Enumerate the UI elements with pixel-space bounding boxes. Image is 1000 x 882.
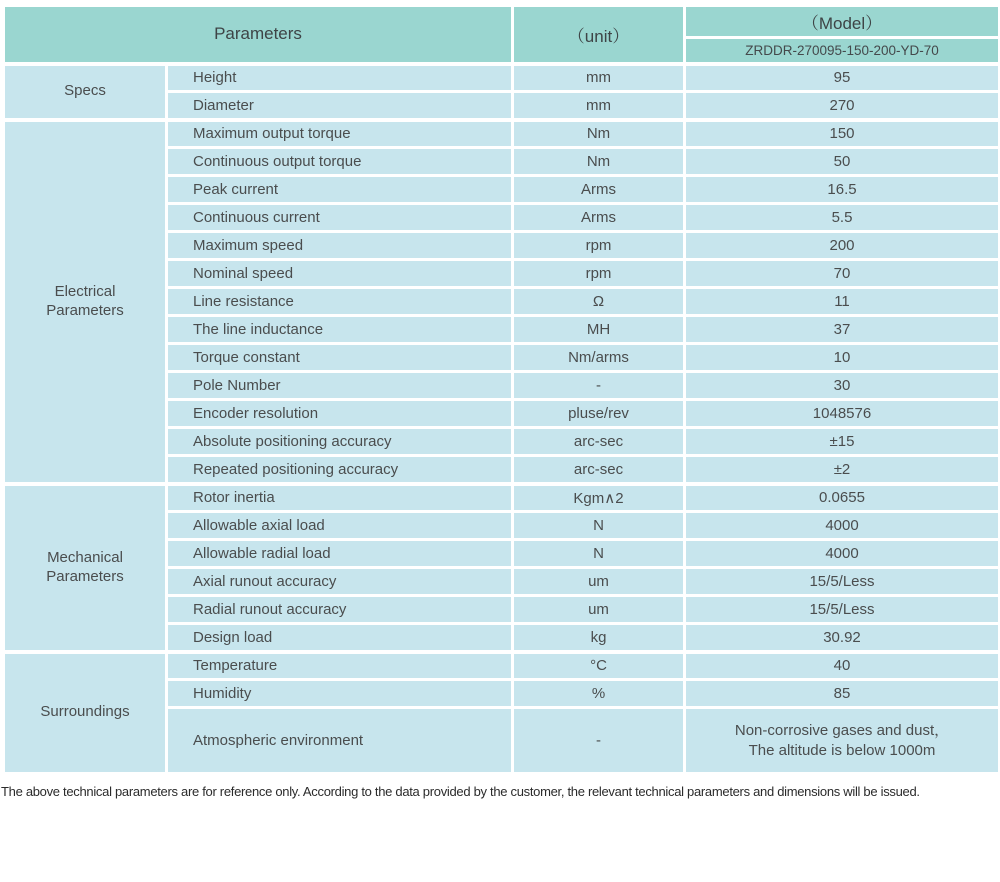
parameter-value: 4000 bbox=[685, 512, 1000, 540]
parameter-value: 37 bbox=[685, 316, 1000, 344]
parameter-name: Height bbox=[167, 64, 513, 92]
parameter-value: 30.92 bbox=[685, 624, 1000, 652]
parameter-name: Allowable axial load bbox=[167, 512, 513, 540]
table-header-row-1 bbox=[4, 6, 1000, 38]
value-line: Non-corrosive gases and dust， bbox=[734, 722, 950, 739]
parameter-name: Radial runout accuracy bbox=[167, 596, 513, 624]
parameter-name: Continuous current bbox=[167, 204, 513, 232]
table-row bbox=[4, 64, 1000, 92]
unit-value: Nm bbox=[513, 120, 685, 148]
parameter-name: Allowable radial load bbox=[167, 540, 513, 568]
unit-value: MH bbox=[513, 316, 685, 344]
model-number: ZRDDR-270095-150-200-YD-70 bbox=[685, 38, 1000, 64]
parameter-value: 16.5 bbox=[685, 176, 1000, 204]
group-label: Surroundings bbox=[4, 652, 167, 774]
footer-disclaimer: The above technical parameters are for reference only. According to the data provided by the customer, the relevant technical parameters and dimensions will be issued. bbox=[1, 784, 920, 799]
parameter-name: Maximum speed bbox=[167, 232, 513, 260]
parameter-name: Repeated positioning accuracy bbox=[167, 456, 513, 484]
parameter-value: 4000 bbox=[685, 540, 1000, 568]
parameter-name: Humidity bbox=[167, 680, 513, 708]
parameter-value: ±15 bbox=[685, 428, 1000, 456]
parameter-value: 95 bbox=[685, 64, 1000, 92]
parameter-value: 11 bbox=[685, 288, 1000, 316]
parameter-name: Torque constant bbox=[167, 344, 513, 372]
unit-value: Nm/arms bbox=[513, 344, 685, 372]
unit-value: um bbox=[513, 596, 685, 624]
group-label bbox=[4, 484, 167, 652]
parameters-header: Parameters bbox=[4, 6, 513, 64]
group-label-line: Electrical bbox=[54, 282, 116, 300]
parameter-name: Continuous output torque bbox=[167, 148, 513, 176]
parameter-name: Temperature bbox=[167, 652, 513, 680]
parameter-value: ±2 bbox=[685, 456, 1000, 484]
unit-value: arc-sec bbox=[513, 456, 685, 484]
parameter-value: 70 bbox=[685, 260, 1000, 288]
parameter-name: Rotor inertia bbox=[167, 484, 513, 512]
parameter-name: Absolute positioning accuracy bbox=[167, 428, 513, 456]
table-row bbox=[4, 652, 1000, 680]
unit-value: - bbox=[513, 372, 685, 400]
group-label: Specs bbox=[4, 64, 167, 120]
spec-table bbox=[2, 4, 1000, 775]
table-row bbox=[4, 120, 1000, 148]
parameter-name: Maximum output torque bbox=[167, 120, 513, 148]
parameter-value: 270 bbox=[685, 92, 1000, 120]
unit-value: rpm bbox=[513, 232, 685, 260]
unit-value: N bbox=[513, 540, 685, 568]
group-label-line: Mechanical bbox=[47, 548, 123, 566]
unit-value: mm bbox=[513, 92, 685, 120]
parameter-value: 10 bbox=[685, 344, 1000, 372]
unit-value: pluse/rev bbox=[513, 400, 685, 428]
parameter-name: Diameter bbox=[167, 92, 513, 120]
value-line: The altitude is below 1000m bbox=[748, 741, 936, 759]
unit-value: Arms bbox=[513, 204, 685, 232]
unit-value: kg bbox=[513, 624, 685, 652]
unit-value: arc-sec bbox=[513, 428, 685, 456]
group-label bbox=[4, 120, 167, 484]
parameter-value: 40 bbox=[685, 652, 1000, 680]
unit-value: Ω bbox=[513, 288, 685, 316]
parameter-value: 1048576 bbox=[685, 400, 1000, 428]
unit-value: - bbox=[513, 708, 685, 774]
unit-value: mm bbox=[513, 64, 685, 92]
parameter-value: 200 bbox=[685, 232, 1000, 260]
group-label-line: Parameters bbox=[46, 301, 124, 319]
parameter-value: 150 bbox=[685, 120, 1000, 148]
parameter-name: Encoder resolution bbox=[167, 400, 513, 428]
parameter-name: Axial runout accuracy bbox=[167, 568, 513, 596]
parameter-name: Nominal speed bbox=[167, 260, 513, 288]
parameter-value: 5.5 bbox=[685, 204, 1000, 232]
unit-value: Kgm∧2 bbox=[513, 484, 685, 512]
unit-header: （unit） bbox=[513, 6, 685, 64]
parameter-value: 15/5/Less bbox=[685, 568, 1000, 596]
parameter-value: 50 bbox=[685, 148, 1000, 176]
table-row bbox=[4, 484, 1000, 512]
parameter-value bbox=[685, 708, 1000, 774]
parameter-name: Atmospheric environment bbox=[167, 708, 513, 774]
unit-value: N bbox=[513, 512, 685, 540]
group-label-line: Parameters bbox=[46, 567, 124, 585]
model-header: （Model） bbox=[685, 6, 1000, 38]
unit-value: Nm bbox=[513, 148, 685, 176]
parameter-name: The line inductance bbox=[167, 316, 513, 344]
unit-value: °C bbox=[513, 652, 685, 680]
unit-value: rpm bbox=[513, 260, 685, 288]
unit-value: um bbox=[513, 568, 685, 596]
unit-value: % bbox=[513, 680, 685, 708]
unit-value: Arms bbox=[513, 176, 685, 204]
parameter-name: Line resistance bbox=[167, 288, 513, 316]
parameter-name: Pole Number bbox=[167, 372, 513, 400]
parameter-value: 0.0655 bbox=[685, 484, 1000, 512]
parameter-value: 30 bbox=[685, 372, 1000, 400]
parameter-name: Peak current bbox=[167, 176, 513, 204]
parameter-name: Design load bbox=[167, 624, 513, 652]
parameter-value: 85 bbox=[685, 680, 1000, 708]
parameter-value: 15/5/Less bbox=[685, 596, 1000, 624]
